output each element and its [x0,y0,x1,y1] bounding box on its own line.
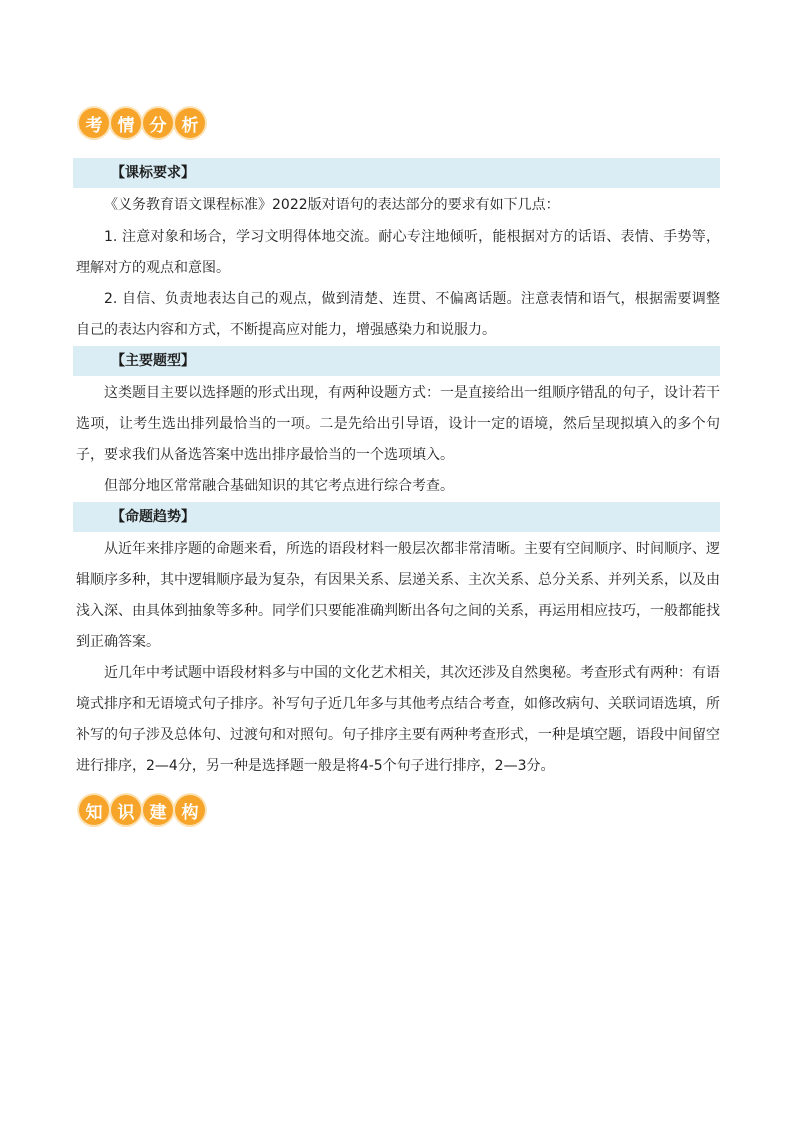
title-char: 建 [143,795,173,825]
question-types-paragraph-1: 这类题目主要以选择题的形式出现，有两种设题方式：一是直接给出一组顺序错乱的句子，设计若干选项，让考生选出排列最恰当的一项。二是先给出引导语，设计一定的语境，然后呈现拟填入的多个句子，要求我们从备选答案中选出排序最恰当的一个选项填入。 [76,385,720,463]
curriculum-point-2: 2. 自信、负责地表达自己的观点，做到清楚、连贯、不偏离话题。注意表情和语气，根据需要调整自己的表达内容和方式，不断提高应对能力，增强感染力和说服力。 [76,291,720,338]
title-char: 析 [175,108,205,138]
section-title-analysis [79,108,205,138]
curriculum-point-1: 1. 注意对象和场合，学习文明得体地交流。耐心专注地倾听，能根据对方的话语、表情、手势等，理解对方的观点和意图。 [76,229,720,276]
header-curriculum: 【课标要求】 [73,158,720,188]
title-char: 情 [111,108,141,138]
curriculum-intro: 《义务教育语文课程标准》2022版对语句的表达部分的要求有如下几点： [104,197,560,213]
title-char: 识 [111,795,141,825]
trends-paragraph-1: 从近年来排序题的命题来看，所选的语段材料一般层次都非常清晰。主要有空间顺序、时间顺序、逻辑顺序多种，其中逻辑顺序最为复杂，有因果关系、层递关系、主次关系、总分关系、并列关系，以及由浅入深、由具体到抽象等多种。同学们只要能准确判断出各句之间的关系，再运用相应技巧，一般都能找到正确答案。 [76,541,720,650]
question-types-paragraph-2: 但部分地区常常融合基础知识的其它考点进行综合考查。 [104,478,454,494]
title-char: 构 [175,795,205,825]
header-question-types: 【主要题型】 [73,346,720,376]
title-char: 知 [79,795,109,825]
section-title-knowledge [79,795,205,825]
title-char: 考 [79,108,109,138]
title-char: 分 [143,108,173,138]
header-trends: 【命题趋势】 [73,502,720,532]
trends-paragraph-2: 近几年中考试题中语段材料多与中国的文化艺术相关，其次还涉及自然奥秘。考查形式有两种：有语境式排序和无语境式句子排序。补写句子近几年多与其他考点结合考查，如修改病句、关联词语选填，所补写的句子涉及总体句、过渡句和对照句。句子排序主要有两种考查形式，一种是填空题，语段中间留空进行排序，2—4分，另一种是选择题一般是将4-5个句子进行排序，2—3分。 [76,665,720,774]
